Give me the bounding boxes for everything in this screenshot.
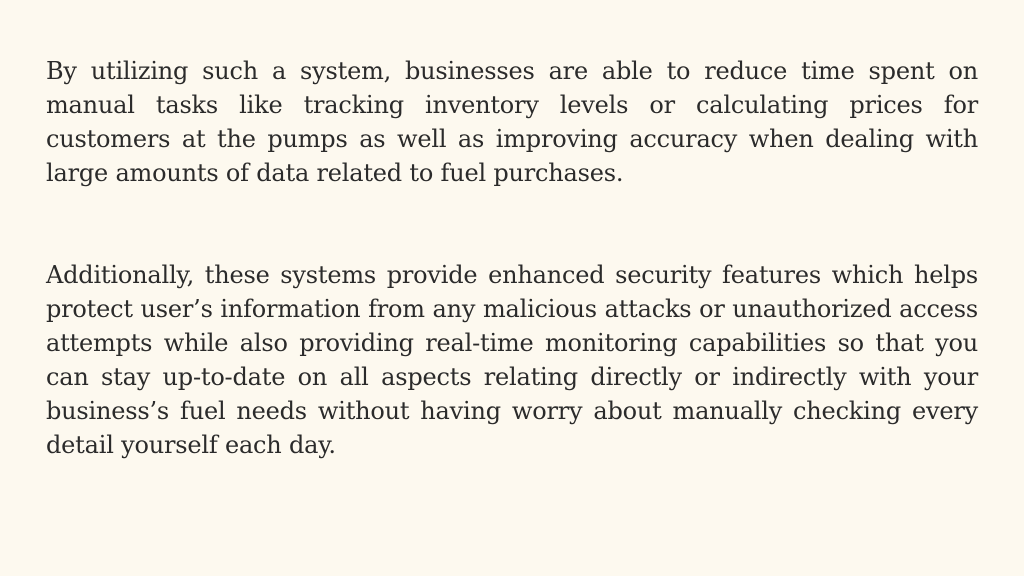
paragraph-security: Additionally, these systems provide enhanced security features which helps protect user’s information from any malicious attacks or unauthorized access attempts while also providing real-time monitoring capabilities so that you can stay up-to-date on all aspects relating directly or indirectly with your business’s fuel needs without having worry about manually checking every detail yourself each day. (46, 261, 978, 459)
paragraph-efficiency: By utilizing such a system, businesses are able to reduce time spent on manual tasks like tracking inventory levels or calculating prices for customers at the pumps as well as improving accuracy when dealing with large amounts of data related to fuel purchases. (46, 57, 978, 187)
